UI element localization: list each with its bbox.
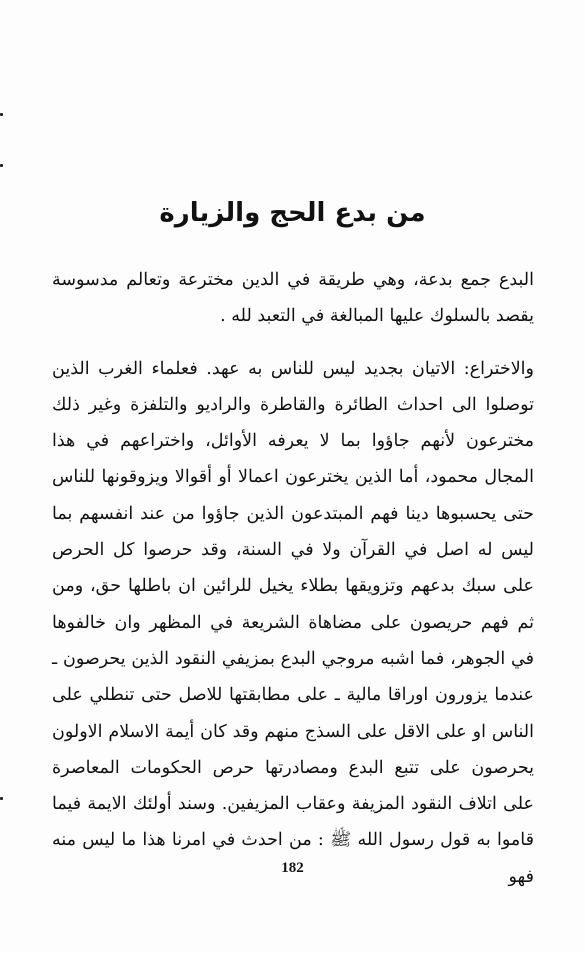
margin-mark bbox=[0, 113, 3, 116]
paragraph-invention: والاختراع: الاتيان بجديد ليس للناس به عهد. فعلماء الغرب الذين توصلوا الى احداث الطائرة والقاطرة والراديو والتلفزة وغير ذلك مخترعون لأنهم جاؤوا بما لا يعرفه الأوائل، واختراعهم في هذا المجال محمود، أما الذين يخترعون اعمالا أو أقوالا ويزوقونها للناس حتى يحسبوها دينا فهم المبتدعون الذين جاؤوا من عند انفسهم بما ليس له اصل في القرآن ولا في السنة، وقد حرصوا كل الحرص على سبك بدعهم وتزويقها بطلاء يخيل للرائين ان باطلها حق، ومن ثم فهم حريصون على مضاهاة الشريعة في المظهر وان خالفوها في الجوهر، فما اشبه مروجي البدع بمزيفي النقود الذين يحرصون ـ عندما يزورون اوراقا مالية ـ على مطابقتها للاصل حتى تنطلي على الناس او على الاقل على السذج منهم وقد كان أيمة الاسلام الاولون يحرصون على تتبع البدع ومصادرتها حرص الحكومات المعاصرة على اتلاف النقود المزيفة وعقاب المزيفين. وسند أولئك الايمة فيما قاموا به قول رسول الله ﷺ : من احدث في امرنا هذا ما ليس منه فهو bbox=[52, 358, 534, 887]
page-number: 182 bbox=[281, 860, 304, 876]
margin-mark bbox=[0, 797, 3, 800]
chapter-title: من بدع الحج والزيارة bbox=[159, 198, 426, 229]
body-text bbox=[52, 262, 534, 895]
margin-mark bbox=[0, 164, 3, 167]
paragraph-definition: البدع جمع بدعة، وهي طريقة في الدين مخترعة وتعالم مدسوسة يقصد بالسلوك عليها المبالغة في التعبد لله . bbox=[52, 270, 534, 327]
